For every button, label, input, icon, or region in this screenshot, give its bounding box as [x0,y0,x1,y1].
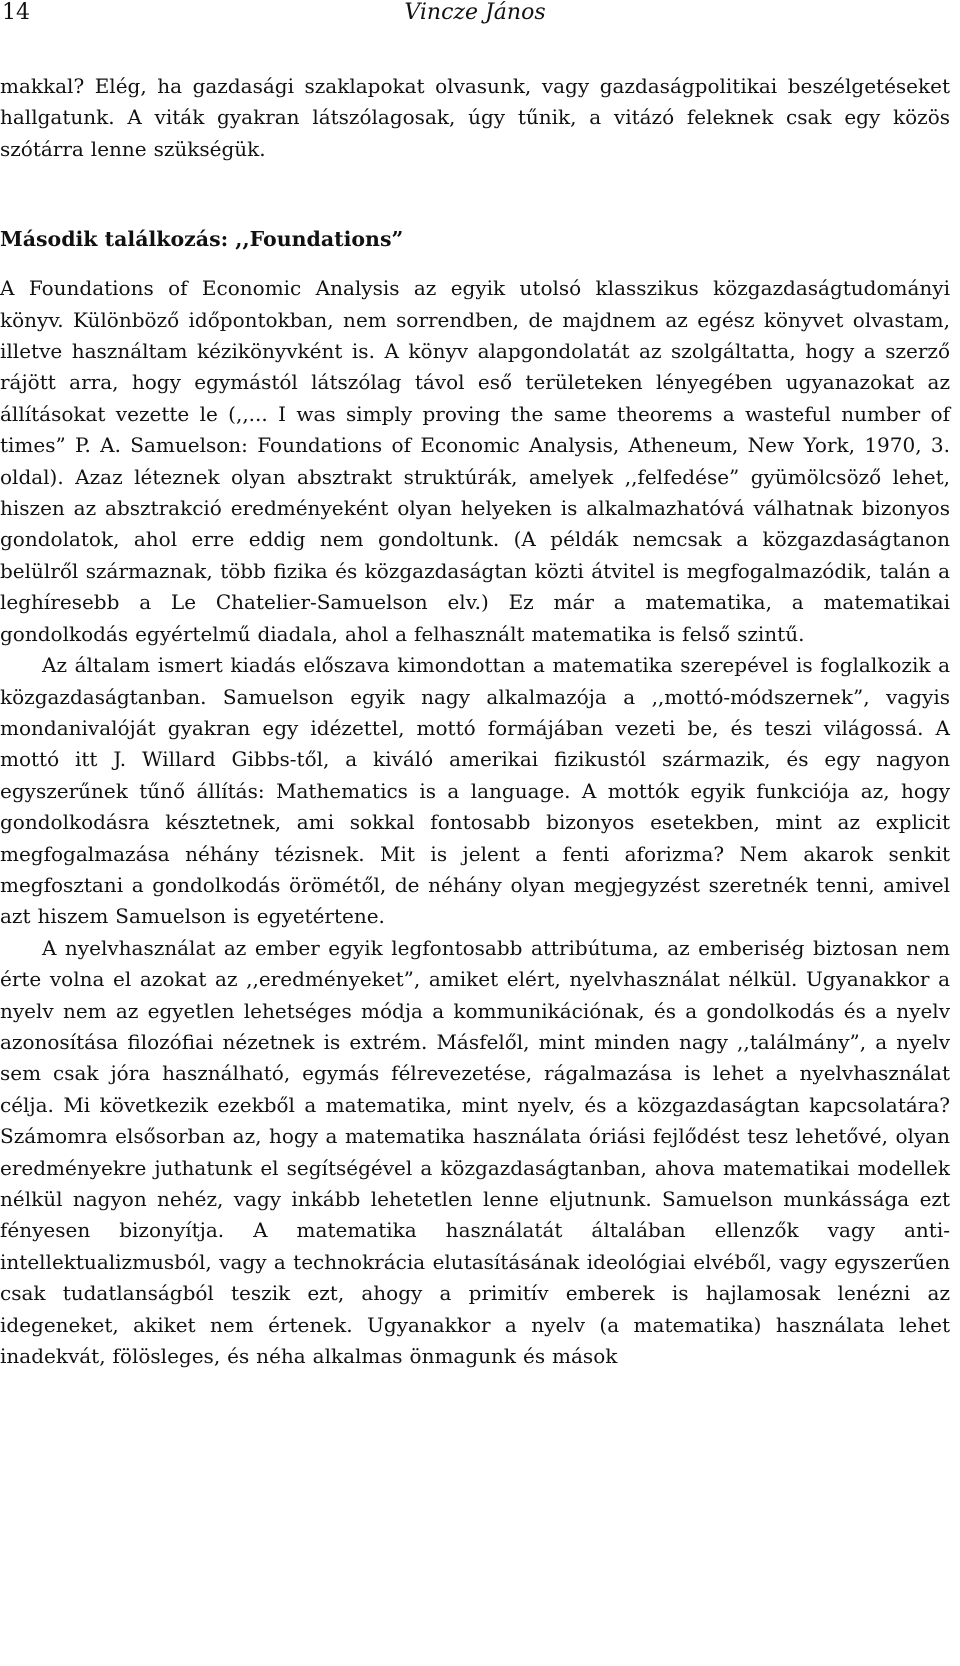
page-number: 14 [2,0,30,25]
paragraph-language: A nyelvhasználat az ember egyik legfontosabb attribútuma, az emberiség biztosan nem érte volna el azokat az ,,eredményeket”, amiket elért, nyelvhasználat nélkül. Ugyanakkor a nyelv nem az egyetlen lehetséges módja a kommunikációnak, és a gondolkodás és a nyelv azonosítása filozófiai nézetnek is extrém. Másfelől, mint minden nagy ,,találmány”, a nyelv sem csak jóra használható, egymás félrevezetése, rágalmazása is lehet a nyelvhasználat célja. Mi következik ezekből a matematika, mint nyelv, és a közgazdaságtan kapcsolatára? Számomra elsősorban az, hogy a matematika használata óriási fejlődést tesz lehetővé, olyan eredményekre juthatunk el segítségével a közgazdaságtanban, ahova matematikai modellek nélkül nagyon nehéz, vagy inkább lehetetlen lenne eljutnunk. Samuelson munkássága ezt fényesen bizonyítja. A matematika használatát általában ellenzők vagy anti-intellektualizmusból, vagy a technokrácia elutasításának ideológiai elvéből, vagy egyszerűen csak tudatlanságból teszik ezt, ahogy a primitív emberek is hajlamosak lenézni az idegeneket, akiket nem értenek. Ugyanakkor a nyelv (a matematika) használata lehet inadekvát, fölösleges, és néha alkalmas önmagunk és mások [0,935,950,1369]
running-title: Vincze János [404,0,546,25]
section-title: Második találkozás: ,,Foundations” [0,227,404,252]
paragraph-preface: Az általam ismert kiadás előszava kimondottan a matematika szerepével is foglalkozik a közgazdaságtanban. Samuelson egyik nagy alkalmazója a ,,mottó-módszernek”, vagyis mondanivalóját gyakran egy idézettel, mottó formájában vezeti be, és teszi világossá. A mottó itt J. Willard Gibbs-től, a kiváló amerikai fizikustól származik, és egy nagyon egyszerűnek tűnő állítás: Mathematics is a language. A mottók egyik funkciója az, hogy gondolkodásra késztetnek, ami sokkal fontosabb bizonyos esetekben, mint az explicit megfogalmazása néhány tézisnek. Mit is jelent a fenti aforizma? Nem akarok senkit megfosztani a gondolkodás örömétől, de néhány olyan megjegyzést szeretnék tenni, amivel azt hiszem Samuelson is egyetértene. [0,653,950,929]
paragraph-intro: makkal? Elég, ha gazdasági szaklapokat olvasunk, vagy gazdaságpolitikai beszélgetéseket hallgatunk. A viták gyakran látszólagosak, úgy tűnik, a vitázó feleknek csak egy közös szótárra lenne szükségük. [0,74,950,161]
paragraph-foundations: A Foundations of Economic Analysis az egyik utolsó klasszikus közgazdaságtudományi könyv. Különböző időpontokban, nem sorrendben, de majdnem az egész könyvet olvastam, illetve használtam kézikönyvként is. A könyv alapgondolatát az szolgáltatta, hogy a szerző rájött arra, hogy egymástól látszólag távol eső területeken lényegében ugyanazokat az állításokat vezette le (,,... I was simply proving the same theorems a wasteful number of times” P. A. Samuelson: Foundations of Economic Analysis, Atheneum, New York, 1970, 3. oldal). Azaz léteznek olyan absztrakt struktúrák, amelyek ,,felfedése” gyümölcsöző lehet, hiszen az absztrakció eredményeként olyan helyeken is alkalmazhatóvá válhatnak bizonyos gondolatok, ahol erre eddig nem gondoltunk. (A példák nemcsak a közgazdaságtanon belülről származnak, több fizika és közgazdaságtan közti átvitel is megfogalmazódik, talán a leghíresebb a Le Chatelier-Samuelson elv.) Ez már a matematika, a matematikai gondolkodás egyértelmű diadala, ahol a felhasznált matematika is felső szintű. [0,276,950,646]
running-header [0,0,950,36]
